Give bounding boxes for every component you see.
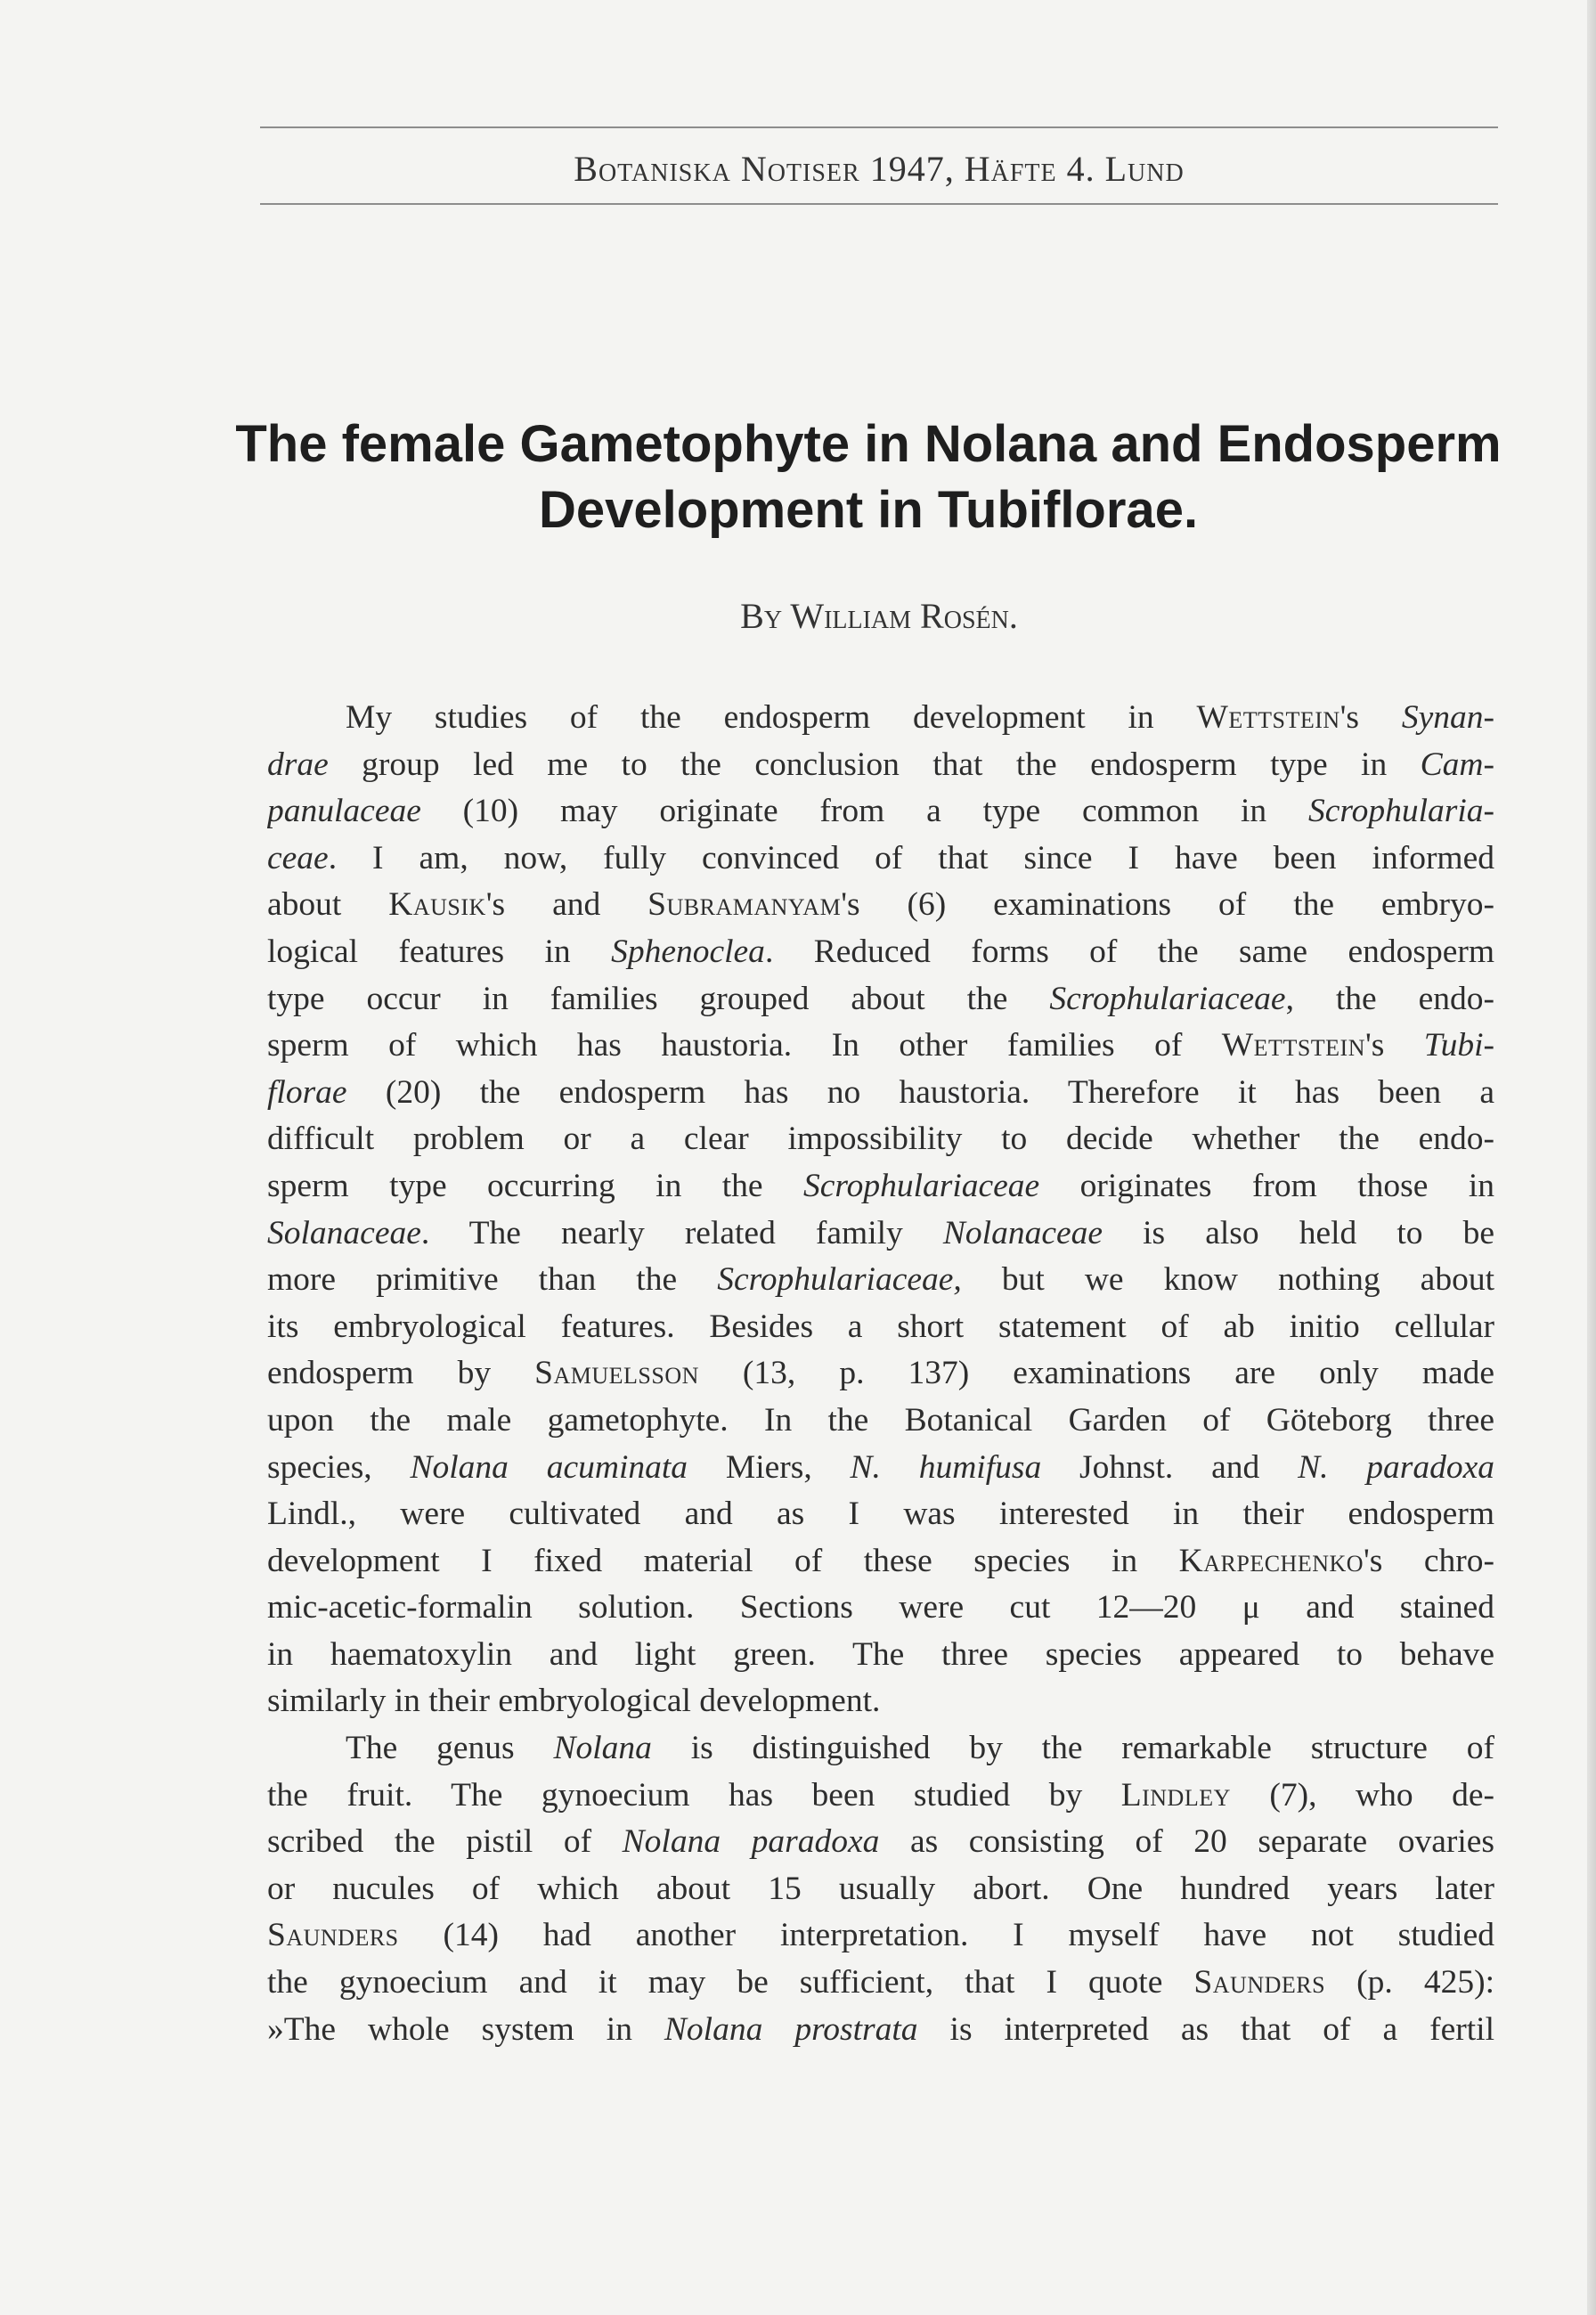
text-run: development I fixed material of these species in bbox=[267, 1542, 1179, 1579]
author-byline: By William Rosén. bbox=[740, 596, 1018, 636]
text-run: is distinguished by the remarkable structure of bbox=[651, 1730, 1494, 1767]
body-line bbox=[267, 1538, 1494, 1585]
article-title-line-2: Development in Tubiflorae. bbox=[538, 481, 1199, 539]
text-run: (p. 425): bbox=[1325, 1964, 1494, 2001]
text-run: type occur in families grouped about the bbox=[267, 980, 1050, 1017]
italic-run: Nolana prostrata bbox=[664, 2010, 918, 2048]
text-run: . The nearly related family bbox=[420, 1214, 943, 1251]
italic-run: Cam- bbox=[1420, 746, 1494, 783]
text-run: endosperm by bbox=[267, 1355, 535, 1392]
body-line bbox=[267, 882, 1494, 929]
text-run: is also held to be bbox=[1103, 1214, 1494, 1251]
author-name: Wettstein bbox=[1196, 699, 1340, 736]
article-body bbox=[267, 695, 1494, 2053]
body-line bbox=[267, 1678, 1494, 1725]
text-run: group led me to the conclusion that the endosperm type in bbox=[328, 746, 1421, 783]
text-run: 's chro- bbox=[1364, 1542, 1494, 1579]
body-line bbox=[267, 695, 1494, 742]
text-run: mic-acetic-formalin solution. Sections were cut 12—20 μ and stained bbox=[267, 1589, 1494, 1626]
body-line bbox=[267, 1163, 1494, 1210]
text-run: (10) may originate from a type common in bbox=[420, 793, 1308, 830]
text-run: logical features in bbox=[267, 933, 612, 970]
italic-run: Sphenoclea bbox=[611, 933, 765, 970]
body-line bbox=[267, 1445, 1494, 1492]
italic-run: ceae bbox=[267, 839, 329, 876]
italic-run: Nolanaceae bbox=[942, 1214, 1103, 1251]
text-run: is interpreted as that of a fertil bbox=[917, 2010, 1494, 2048]
header-rule-bottom bbox=[260, 203, 1498, 205]
author-name: Lindley bbox=[1120, 1776, 1231, 1814]
text-run: My studies of the endosperm development in bbox=[346, 699, 1197, 736]
text-run: its embryological features. Besides a short statement of ab initio cellular bbox=[267, 1308, 1494, 1345]
text-run: scribed the pistil of bbox=[267, 1823, 623, 1861]
text-run: , the endo- bbox=[1285, 980, 1494, 1017]
body-line bbox=[267, 1210, 1494, 1258]
author-name: Saunders bbox=[1193, 1964, 1326, 2001]
author-name: Subramanyam bbox=[647, 886, 842, 924]
text-run: (13, p. 137) examinations are only made bbox=[698, 1355, 1494, 1392]
body-line bbox=[267, 929, 1494, 976]
text-run: the fruit. The gynoecium has been studied by bbox=[267, 1776, 1121, 1814]
body-line bbox=[267, 1866, 1494, 1913]
page-edge-shadow bbox=[1587, 0, 1596, 2315]
body-line bbox=[267, 1725, 1494, 1773]
author-name: Saunders bbox=[267, 1917, 399, 1954]
italic-run: Solanaceae bbox=[267, 1214, 421, 1251]
author-name: Karpechenko bbox=[1178, 1542, 1364, 1579]
text-run: 's bbox=[1340, 699, 1402, 736]
text-run: (7), who de- bbox=[1230, 1776, 1494, 1814]
text-run: . Reduced forms of the same endosperm bbox=[764, 933, 1494, 970]
text-run: the gynoecium and it may be sufficient, that I quote bbox=[267, 1964, 1194, 2001]
body-line bbox=[267, 1491, 1494, 1538]
text-run: 's and bbox=[485, 886, 648, 924]
text-run: or nucules of which about 15 usually abort. One hundred years later bbox=[267, 1870, 1494, 1907]
text-run: Johnst. and bbox=[1041, 1448, 1299, 1486]
text-run: as consisting of 20 separate ovaries bbox=[879, 1823, 1494, 1861]
author-name: Wettstein bbox=[1221, 1027, 1365, 1064]
text-run: 's (6) examinations of the embryo- bbox=[841, 886, 1494, 924]
body-line bbox=[267, 1632, 1494, 1679]
italic-run: Scrophulariaceae bbox=[802, 1167, 1040, 1204]
body-line bbox=[267, 1023, 1494, 1070]
italic-run: Scrophulariaceae, bbox=[717, 1261, 962, 1299]
body-line bbox=[267, 1819, 1494, 1866]
italic-run: Nolana paradoxa bbox=[622, 1823, 880, 1861]
text-run: more primitive than the bbox=[267, 1261, 718, 1299]
body-line bbox=[267, 788, 1494, 836]
text-run: (14) had another interpretation. I myself have not studied bbox=[398, 1917, 1494, 1954]
body-line bbox=[267, 1960, 1494, 2007]
author-name: Kausik bbox=[388, 886, 486, 924]
text-run: The genus bbox=[346, 1730, 554, 1767]
text-run: 's bbox=[1364, 1027, 1424, 1064]
italic-run: Scrophulariaceae bbox=[1049, 980, 1286, 1017]
header-rule-top bbox=[260, 126, 1498, 128]
text-run: (20) the endosperm has no haustoria. Therefore it has been a bbox=[346, 1073, 1494, 1111]
body-line bbox=[267, 1070, 1494, 1117]
text-run: sperm type occurring in the bbox=[267, 1167, 803, 1204]
text-run: species, bbox=[267, 1448, 411, 1486]
text-run: difficult problem or a clear impossibility to decide whether the endo- bbox=[267, 1121, 1494, 1158]
italic-run: Tubi- bbox=[1423, 1027, 1494, 1064]
text-run: but we know nothing about bbox=[961, 1261, 1494, 1299]
italic-run: N. humifusa bbox=[850, 1448, 1042, 1486]
italic-run: panulaceae bbox=[267, 793, 421, 830]
text-run: sperm of which has haustoria. In other families of bbox=[267, 1027, 1222, 1064]
running-head: Botaniska Notiser 1947, Häfte 4. Lund bbox=[574, 149, 1185, 189]
body-line bbox=[267, 1304, 1494, 1351]
text-run: similarly in their embryological development. bbox=[267, 1683, 881, 1720]
text-run: upon the male gametophyte. In the Botanical Garden of Göteborg three bbox=[267, 1401, 1494, 1439]
body-line bbox=[267, 1398, 1494, 1445]
text-run: Lindl., were cultivated and as I was interested in their endosperm bbox=[267, 1496, 1494, 1533]
italic-run: Nolana bbox=[553, 1730, 652, 1767]
text-run: »The whole system in bbox=[267, 2010, 664, 2048]
body-line bbox=[267, 976, 1494, 1023]
body-line bbox=[267, 742, 1494, 789]
italic-run: N. paradoxa bbox=[1298, 1448, 1494, 1486]
text-run: in haematoxylin and light green. The three species appeared to behave bbox=[267, 1635, 1494, 1673]
text-run: about bbox=[267, 886, 389, 924]
body-line bbox=[267, 2007, 1494, 2054]
italic-run: Synan- bbox=[1401, 699, 1494, 736]
body-line bbox=[267, 836, 1494, 883]
text-run: originates from those in bbox=[1039, 1167, 1494, 1204]
author-name: Samuelsson bbox=[534, 1355, 699, 1392]
body-line bbox=[267, 1773, 1494, 1820]
italic-run: Nolana acuminata bbox=[410, 1448, 688, 1486]
article-title-line-1: The female Gametophyte in Nolana and Endosperm bbox=[235, 415, 1502, 473]
body-line bbox=[267, 1585, 1494, 1632]
text-run: . I am, now, fully convinced of that since I have been informed bbox=[328, 839, 1494, 876]
italic-run: Scrophularia- bbox=[1307, 793, 1494, 830]
body-line bbox=[267, 1257, 1494, 1304]
body-line bbox=[267, 1912, 1494, 1960]
body-line bbox=[267, 1116, 1494, 1163]
italic-run: florae bbox=[267, 1073, 347, 1111]
text-run: Miers, bbox=[688, 1448, 851, 1486]
body-line bbox=[267, 1350, 1494, 1398]
article-title bbox=[223, 412, 1514, 543]
italic-run: drae bbox=[267, 746, 329, 783]
